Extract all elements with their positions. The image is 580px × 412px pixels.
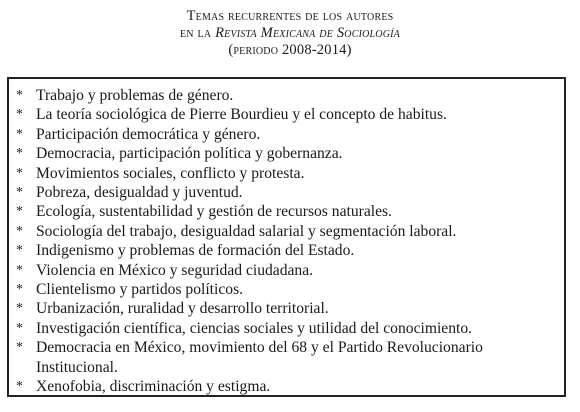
asterisk-icon: * — [16, 126, 23, 142]
asterisk-icon: * — [16, 282, 23, 298]
list-item — [16, 164, 561, 183]
asterisk-icon: * — [16, 185, 23, 201]
list-item — [16, 125, 561, 144]
title-line-1: Temas recurrentes de los autores — [186, 8, 394, 24]
list-item-text: Investigación científica, ciencias sociales y utilidad del conocimiento. — [36, 319, 473, 337]
asterisk-icon: * — [16, 204, 23, 220]
list-item — [16, 280, 561, 299]
journal-name: Revista Mexicana de Sociología — [215, 25, 400, 41]
asterisk-icon: * — [16, 165, 23, 181]
asterisk-icon: * — [16, 243, 23, 259]
asterisk-icon: * — [16, 301, 23, 317]
list-item — [16, 144, 561, 163]
list-item-text: Democracia en México, movimiento del 68 y el Partido Revolucionario Institucional. — [36, 339, 483, 376]
list-item — [16, 338, 561, 377]
asterisk-icon: * — [16, 223, 23, 239]
list-item-text: Pobreza, desigualdad y juventud. — [36, 184, 243, 202]
list-item-text: La teoría sociológica de Pierre Bourdieu y el concepto de habitus. — [36, 106, 447, 124]
list-item-text: Trabajo y problemas de género. — [36, 87, 234, 104]
list-item-text: Indigenismo y problemas de formación del Estado. — [36, 242, 355, 260]
figure-title — [0, 8, 580, 59]
list-item-text: Urbanización, ruralidad y desarrollo territorial. — [36, 300, 329, 318]
title-line-2-prefix: en la — [180, 25, 216, 41]
asterisk-icon: * — [16, 262, 23, 278]
list-item — [16, 377, 561, 396]
title-line-2 — [0, 25, 580, 42]
list-item — [16, 241, 561, 260]
list-item — [16, 319, 561, 338]
list-item — [16, 202, 561, 221]
list-item-text: Xenofobia, discriminación y estigma. — [36, 378, 271, 396]
list-item-text: Clientelismo y partidos políticos. — [36, 281, 244, 299]
list-item-text: Violencia en México y seguridad ciudadana. — [36, 261, 314, 279]
list-item — [16, 299, 561, 318]
topics-list — [16, 86, 561, 397]
asterisk-icon: * — [16, 340, 23, 356]
list-item — [16, 183, 561, 202]
title-line-3: (periodo 2008-2014) — [228, 42, 352, 58]
asterisk-icon: * — [16, 88, 23, 103]
list-item-text: Ecología, sustentabilidad y gestión de recursos naturales. — [36, 203, 392, 221]
list-item-text: Movimientos sociales, conflicto y protesta. — [36, 164, 305, 182]
asterisk-icon: * — [16, 320, 23, 336]
list-item — [16, 222, 561, 241]
list-item-text: Sociología del trabajo, desigualdad salarial y segmentación laboral. — [36, 222, 457, 240]
list-item-text: Democracia, participación política y gobernanza. — [36, 145, 343, 163]
list-item-text: Participación democrática y género. — [36, 125, 261, 143]
asterisk-icon: * — [16, 107, 23, 123]
list-item — [16, 261, 561, 280]
list-item — [16, 105, 561, 124]
list-item — [16, 86, 561, 105]
asterisk-icon: * — [16, 146, 23, 162]
asterisk-icon: * — [16, 379, 23, 395]
